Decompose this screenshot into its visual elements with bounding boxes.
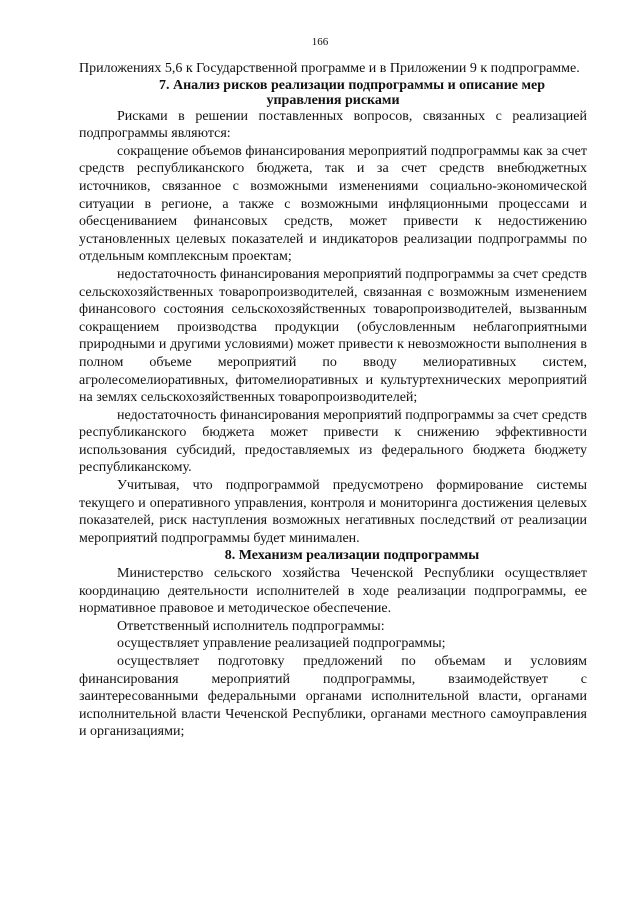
page-number: 166 — [311, 36, 329, 48]
section-7-paragraph: сокращение объемов финансирования мероприятий подпрограммы как за счет средств республиканского бюджета, так и за счет средств внебюджетных источников, связанное с возможными изменениями социально-экономической ситуации в регионе, а также с возможными инфляционными процессами и обесцениванием финансовых средств, может привести к недостижению установленных целевых показателей и индикаторов реализации подпрограммы по отдельным комплексным проектам; — [79, 143, 587, 265]
section-8-paragraph: осуществляет подготовку предложений по объемам и условиям финансирования мероприятий подпрограммы, взаимодействует с заинтересованными федеральными органами исполнительной власти, органами исполнительной власти Чеченской Республики, органами местного самоуправления и организациями; — [79, 654, 587, 740]
section-7-paragraph: недостаточность финансирования мероприятий подпрограммы за счет средств сельскохозяйственных товаропроизводителей, связанная с возможным изменением финансового состояния сельскохозяйственных товаропроизводителей, вызванным сокращением производства продукции (обусловленным неблагоприятными природными и другими условиями) может привести к невозможности выполнения в полном объеме мероприятий по вводу мелиоративных систем, агролесомелиоративных, фитомелиоративных и культуртехнических мероприятий на землях сельскохозяйственных товаропроизводителей; — [79, 266, 587, 406]
section-8-paragraph: Ответственный исполнитель подпрограммы: — [117, 618, 385, 634]
section-8-heading: 8. Механизм реализации подпрограммы — [224, 548, 480, 564]
section-7-paragraph: недостаточность финансирования мероприятий подпрограммы за счет средств республиканского бюджета может привести к снижению эффективности использования субсидий, предоставляемых из федерального бюджета бюджету республиканскому. — [79, 407, 587, 476]
intro-paragraph: Приложениях 5,6 к Государственной программе и в Приложении 9 к подпрограмме. — [79, 61, 580, 76]
section-7-paragraph: Учитывая, что подпрограммой предусмотрено формирование системы текущего и оперативного управления, контроля и мониторинга достижения целевых показателей, риск наступления возможных негативных последствий от реализации мероприятий подпрограммы будет минимален. — [79, 478, 587, 546]
section-7-heading: 7. Анализ рисков реализации подпрограммы и описание мер управления рисками — [158, 77, 546, 108]
section-8-paragraph: осуществляет управление реализацией подпрограммы; — [117, 636, 446, 652]
section-8-paragraph: Министерство сельского хозяйства Чеченской Республики осуществляет координацию деятельности исполнителей в ходе реализации подпрограммы, ее нормативное правовое и методическое обеспечение. — [79, 566, 587, 617]
section-7-paragraph: Рисками в решении поставленных вопросов, связанных с реализацией подпрограммы являются: — [79, 108, 587, 142]
document-body — [79, 60, 587, 741]
